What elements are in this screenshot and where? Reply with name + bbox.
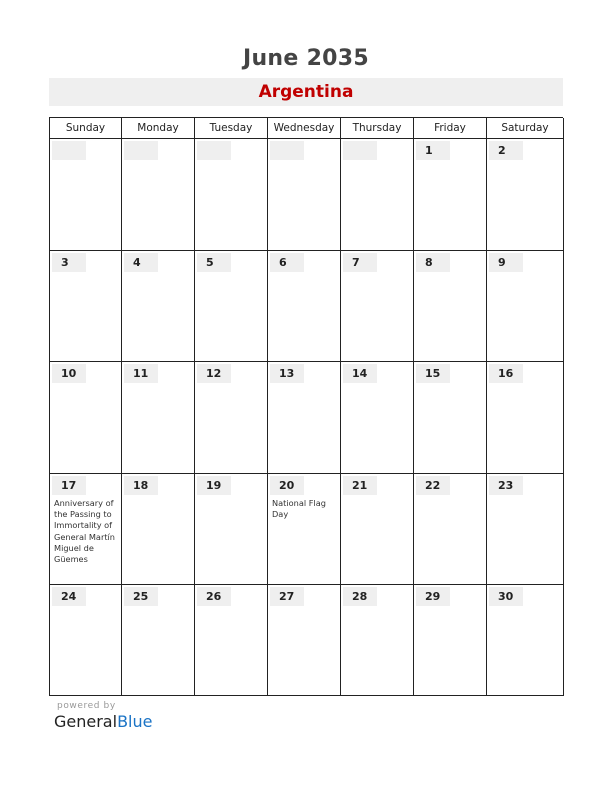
day-cell-22[interactable] bbox=[414, 474, 487, 585]
day-number: 14 bbox=[343, 364, 377, 383]
logo-blue: Blue bbox=[117, 712, 153, 731]
country-banner bbox=[49, 78, 563, 106]
day-number: 12 bbox=[197, 364, 231, 383]
empty-day-cell[interactable] bbox=[341, 139, 414, 251]
day-cell-24[interactable] bbox=[50, 585, 122, 696]
powered-by-text: powered by bbox=[57, 701, 116, 711]
day-number: 8 bbox=[416, 253, 450, 272]
day-number: 13 bbox=[270, 364, 304, 383]
day-cell-14[interactable] bbox=[341, 362, 414, 474]
day-number: 6 bbox=[270, 253, 304, 272]
day-cell-20[interactable] bbox=[268, 474, 341, 585]
weekday-header-saturday: Saturday bbox=[487, 118, 564, 139]
day-number bbox=[52, 141, 86, 160]
day-cell-19[interactable] bbox=[195, 474, 268, 585]
empty-day-cell[interactable] bbox=[268, 139, 341, 251]
calendar-grid bbox=[49, 117, 563, 696]
day-cell-21[interactable] bbox=[341, 474, 414, 585]
day-number: 22 bbox=[416, 476, 450, 495]
day-number: 27 bbox=[270, 587, 304, 606]
weekday-header-tuesday: Tuesday bbox=[195, 118, 268, 139]
day-number: 24 bbox=[52, 587, 86, 606]
day-cell-23[interactable] bbox=[487, 474, 564, 585]
day-number: 9 bbox=[489, 253, 523, 272]
day-cell-18[interactable] bbox=[122, 474, 195, 585]
day-number: 21 bbox=[343, 476, 377, 495]
day-cell-26[interactable] bbox=[195, 585, 268, 696]
day-number: 29 bbox=[416, 587, 450, 606]
day-number bbox=[197, 141, 231, 160]
weekday-header-wednesday: Wednesday bbox=[268, 118, 341, 139]
day-number: 16 bbox=[489, 364, 523, 383]
day-cell-15[interactable] bbox=[414, 362, 487, 474]
day-cell-28[interactable] bbox=[341, 585, 414, 696]
day-number: 26 bbox=[197, 587, 231, 606]
empty-day-cell[interactable] bbox=[195, 139, 268, 251]
holiday-event: Anniversary of the Passing to Immortality of General Martín Miguel de Güemes bbox=[54, 498, 115, 565]
day-cell-27[interactable] bbox=[268, 585, 341, 696]
day-number: 30 bbox=[489, 587, 523, 606]
day-cell-16[interactable] bbox=[487, 362, 564, 474]
day-cell-29[interactable] bbox=[414, 585, 487, 696]
day-cell-25[interactable] bbox=[122, 585, 195, 696]
weekday-header-friday: Friday bbox=[414, 118, 487, 139]
day-number: 3 bbox=[52, 253, 86, 272]
day-cell-3[interactable] bbox=[50, 251, 122, 362]
empty-day-cell[interactable] bbox=[122, 139, 195, 251]
generalblue-logo[interactable] bbox=[54, 712, 152, 731]
day-number bbox=[124, 141, 158, 160]
day-cell-5[interactable] bbox=[195, 251, 268, 362]
day-number: 15 bbox=[416, 364, 450, 383]
day-number: 5 bbox=[197, 253, 231, 272]
day-number: 20 bbox=[270, 476, 304, 495]
day-cell-7[interactable] bbox=[341, 251, 414, 362]
day-number bbox=[343, 141, 377, 160]
day-number: 11 bbox=[124, 364, 158, 383]
day-cell-4[interactable] bbox=[122, 251, 195, 362]
day-number: 19 bbox=[197, 476, 231, 495]
day-number: 7 bbox=[343, 253, 377, 272]
weekday-header-thursday: Thursday bbox=[341, 118, 414, 139]
holiday-event: National Flag Day bbox=[272, 498, 326, 520]
day-number: 10 bbox=[52, 364, 86, 383]
day-cell-13[interactable] bbox=[268, 362, 341, 474]
day-cell-2[interactable] bbox=[487, 139, 564, 251]
day-number: 4 bbox=[124, 253, 158, 272]
country-name: Argentina bbox=[258, 82, 354, 102]
weekday-header-monday: Monday bbox=[122, 118, 195, 139]
day-number bbox=[270, 141, 304, 160]
day-cell-1[interactable] bbox=[414, 139, 487, 251]
weekday-header-sunday: Sunday bbox=[50, 118, 122, 139]
day-cell-17[interactable] bbox=[50, 474, 122, 585]
day-number: 18 bbox=[124, 476, 158, 495]
day-number: 1 bbox=[416, 141, 450, 160]
day-number: 23 bbox=[489, 476, 523, 495]
day-cell-10[interactable] bbox=[50, 362, 122, 474]
empty-day-cell[interactable] bbox=[50, 139, 122, 251]
day-cell-9[interactable] bbox=[487, 251, 564, 362]
day-cell-8[interactable] bbox=[414, 251, 487, 362]
page-title: June 2035 bbox=[242, 46, 370, 71]
day-number: 17 bbox=[52, 476, 86, 495]
logo-general: General bbox=[54, 712, 118, 731]
day-cell-12[interactable] bbox=[195, 362, 268, 474]
day-cell-30[interactable] bbox=[487, 585, 564, 696]
day-cell-11[interactable] bbox=[122, 362, 195, 474]
day-number: 2 bbox=[489, 141, 523, 160]
day-number: 25 bbox=[124, 587, 158, 606]
day-cell-6[interactable] bbox=[268, 251, 341, 362]
day-number: 28 bbox=[343, 587, 377, 606]
